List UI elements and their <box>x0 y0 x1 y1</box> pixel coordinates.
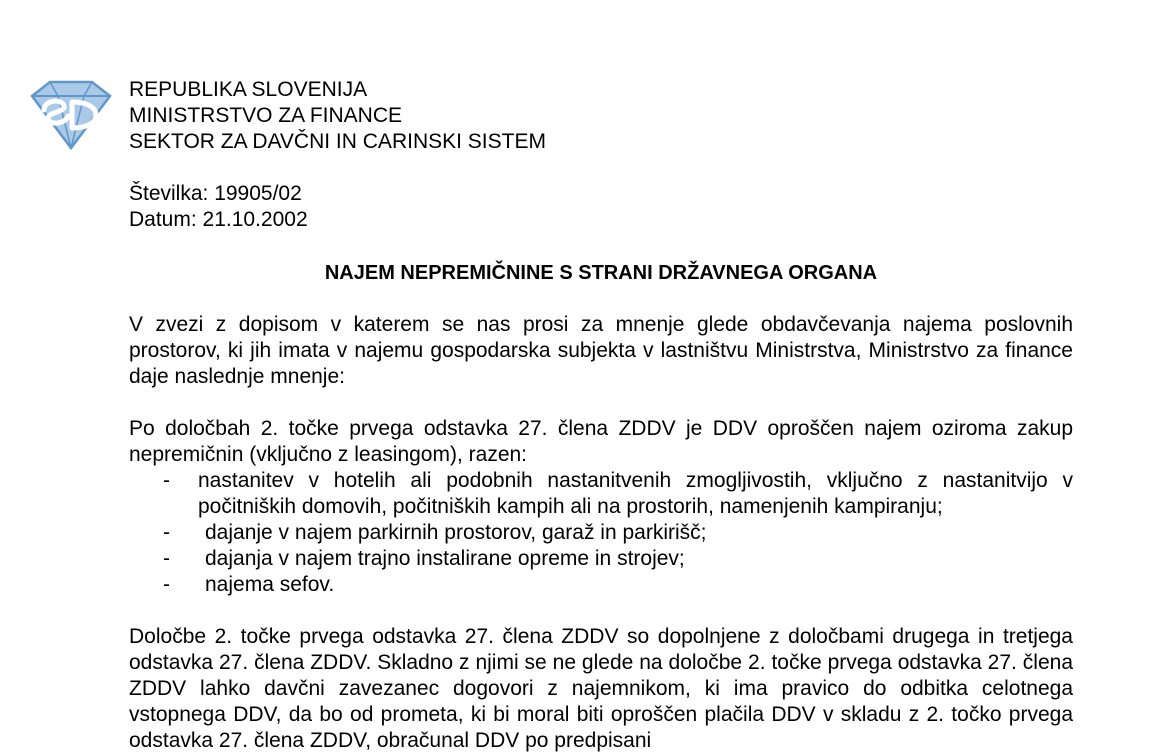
document-title: NAJEM NEPREMIČNINE S STRANI DRŽAVNEGA ORGANA <box>324 262 878 284</box>
list-item <box>129 468 1073 520</box>
list-item <box>129 572 1073 598</box>
list-item <box>129 546 1073 572</box>
list-dash: - <box>163 547 170 570</box>
paragraph-supplement: Določbe 2. točke prvega odstavka 27. člena ZDDV so dopolnjene z določbami drugega in tretjega odstavka 27. člena ZDDV. Skladno z njimi se ne glede na določbe 2. točke prvega odstavka 27. člena ZDDV lahko davčni zavezanec dogovori z najemnikom, ki ima pravico do odbitka celotnega vstopnega DDV, da bo od prometa, ki bi moral biti oproščen plačila DDV v skladu z 2. točko prvega odstavka 27. člena ZDDV, obračunal DDV po predpisani <box>129 625 1073 752</box>
document-header <box>129 77 546 155</box>
paragraph-intro: V zvezi z dopisom v katerem se nas prosi za mnenje glede obdavčevanja najema poslovnih prostorov, ki jih imata v najemu gospodarska subjekta v lastništvu Ministrstva, Ministrstvo za finance daje naslednje mnenje: <box>129 313 1073 388</box>
document-meta <box>129 181 308 233</box>
list-item-text: nastanitev v hotelih ali podobnih nastanitvenih zmogljivostih, vključno z nastanitvijo v počitniških domovih, počitniških kampih ali na prostorih, namenjenih kampiranju; <box>198 469 1073 518</box>
list-dash: - <box>163 521 170 544</box>
document-date: Datum: 21.10.2002 <box>129 208 308 231</box>
list-item-text: dajanja v najem trajno instalirane opreme in strojev; <box>205 547 685 570</box>
list-dash: - <box>163 573 170 596</box>
exceptions-list <box>129 468 1073 598</box>
list-item <box>129 520 1073 546</box>
list-item-text: najema sefov. <box>205 573 335 596</box>
header-sector: SEKTOR ZA DAVČNI IN CARINSKI SISTEM <box>129 130 546 153</box>
header-country: REPUBLIKA SLOVENIJA <box>129 78 368 101</box>
document-number: Številka: 19905/02 <box>129 182 302 205</box>
ministry-emblem-icon <box>28 78 114 150</box>
list-dash: - <box>163 469 170 492</box>
paragraph-provisions: Po določbah 2. točke prvega odstavka 27. člena ZDDV je DDV oproščen najem oziroma zakup nepremičnin (vključno z leasingom), razen: <box>129 417 1073 466</box>
list-item-text: dajanje v najem parkirnih prostorov, garaž in parkirišč; <box>205 521 707 544</box>
header-ministry: MINISTRSTVO ZA FINANCE <box>129 104 403 127</box>
